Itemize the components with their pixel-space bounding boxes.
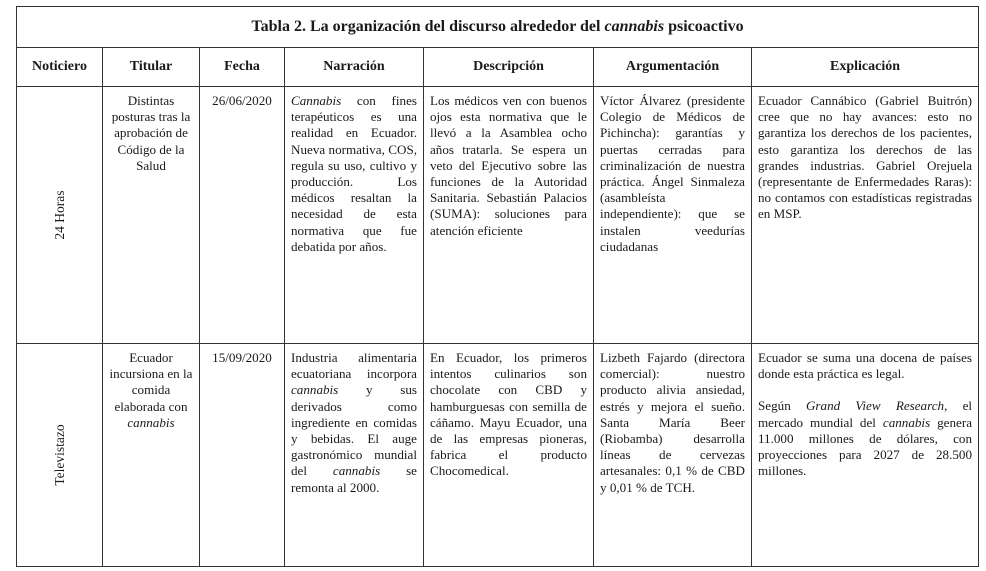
table-title-prefix: Tabla 2. La organización del discurso alrededor del (251, 18, 605, 35)
cell-argumentacion (594, 344, 752, 567)
explicacion-p2-c: genera 11.000 millones de dólares, con proyecciones para 2027 de 28.500 millones. (758, 414, 973, 479)
header-noticiero: Noticiero (17, 48, 103, 87)
cell-noticiero (17, 344, 103, 567)
narracion-part-a: Industria alimentaria ecuatoriana incorpora (291, 350, 417, 382)
fecha-text: 15/09/2020 (212, 350, 272, 365)
titular-prefix: Ecuador incursiona en la comida elaborada con (109, 350, 193, 414)
header-row (17, 48, 979, 87)
narracion-italic: Cannabis (291, 93, 342, 108)
narracion-part-b: y sus derivados como ingrediente en comidas y bebidas. El auge gastronómico mundial del (291, 382, 417, 479)
explicacion-p2-b: , el mercado mundial del (758, 398, 973, 430)
narracion-italic-a: cannabis (291, 382, 339, 398)
explicacion-text (752, 344, 978, 479)
discourse-table (16, 6, 979, 567)
explicacion-p2-italic2: cannabis (882, 414, 931, 430)
cell-fecha (200, 87, 285, 344)
titular-text (103, 344, 199, 431)
header-fecha: Fecha (200, 48, 285, 87)
fecha-text: 26/06/2020 (212, 93, 272, 108)
explicacion-paragraph-1: Ecuador se suma una docena de países donde esta práctica es legal. (758, 350, 973, 382)
noticiero-label: 24 Horas (51, 190, 67, 240)
table-title (17, 7, 979, 48)
narracion-part-c: se remonta al 2000. (291, 463, 417, 495)
header-explicacion: Explicación (752, 48, 979, 87)
explicacion-text: Ecuador Cannábico (Gabriel Buitrón) cree que no hay avances: esto no garantiza los derechos de los pacientes, esto garantiza los derechos de las grandes industrias. Gabriel Orejuela (representante de Enfermedades Raras): no contamos con estadísticas registradas en MSP. (758, 93, 973, 222)
header-argumentacion: Argumentación (594, 48, 752, 87)
table-row (17, 87, 979, 344)
cell-explicacion (752, 87, 979, 344)
header-narracion: Narración (285, 48, 424, 87)
argumentacion-text: Víctor Álvarez (presidente Colegio de Médicos de Pichincha): garantías y puertas cerradas para criminalización de nuestra práctica. Ángel Sinmaleza (asambleísta independiente): que se instalen veedurías ciudadanas (600, 93, 745, 254)
descripcion-text: Los médicos ven con buenos ojos esta normativa que le llevó a la Asamblea ocho años tratarla. Se espera un veto del Ejecutivo sobre las funciones de la Autoridad Sanitaria. Sebastián Palacios (SUMA): soluciones para atención eficiente (430, 93, 587, 238)
narracion-text (285, 87, 423, 255)
argumentacion-text: Lizbeth Fajardo (directora comercial): nuestro producto alivia ansiedad, estrés y mejora el sueño. Santa María Beer (Riobamba) desarrolla líneas de cervezas artesanales: 0,1 % de CBD y 0,01 % de TCH. (600, 350, 745, 495)
cell-fecha (200, 344, 285, 567)
narracion-text (285, 344, 423, 496)
explicacion-paragraph-2 (758, 398, 972, 479)
cell-noticiero (17, 87, 103, 344)
cell-narracion (285, 87, 424, 344)
titular-text: Distintas posturas tras la aprobación de Código de la Salud (111, 93, 191, 173)
table-title-italic: cannabis (604, 18, 665, 35)
narracion-rest: con fines terapéuticos es una realidad en Ecuador. Nueva normativa, COS, regula su uso, cultivo y producción. Los médicos resaltan la necesidad de esta normativa que fue debatida por años. (291, 93, 417, 254)
cell-argumentacion (594, 87, 752, 344)
table-row (17, 344, 979, 567)
table-title-suffix: psicoactivo (664, 18, 744, 35)
cell-titular (103, 344, 200, 567)
cell-explicacion (752, 344, 979, 567)
cell-titular (103, 87, 200, 344)
cell-descripcion (424, 344, 594, 567)
header-descripcion: Descripción (424, 48, 594, 87)
cell-descripcion (424, 87, 594, 344)
explicacion-p2-a: Según (758, 398, 806, 414)
noticiero-label: Televistazo (51, 424, 67, 486)
header-titular: Titular (103, 48, 200, 87)
cell-narracion (285, 344, 424, 567)
narracion-italic-b: cannabis (332, 463, 381, 479)
explicacion-p2-italic: Grand View Research (805, 398, 945, 414)
descripcion-text: En Ecuador, los primeros intentos culinarios son chocolate con CBD y hamburguesas con semilla de cáñamo. Mayu Ecuador, una de las empresas pioneras, fabrica el producto Chocomedical. (430, 350, 587, 479)
titular-italic: cannabis (127, 414, 175, 430)
